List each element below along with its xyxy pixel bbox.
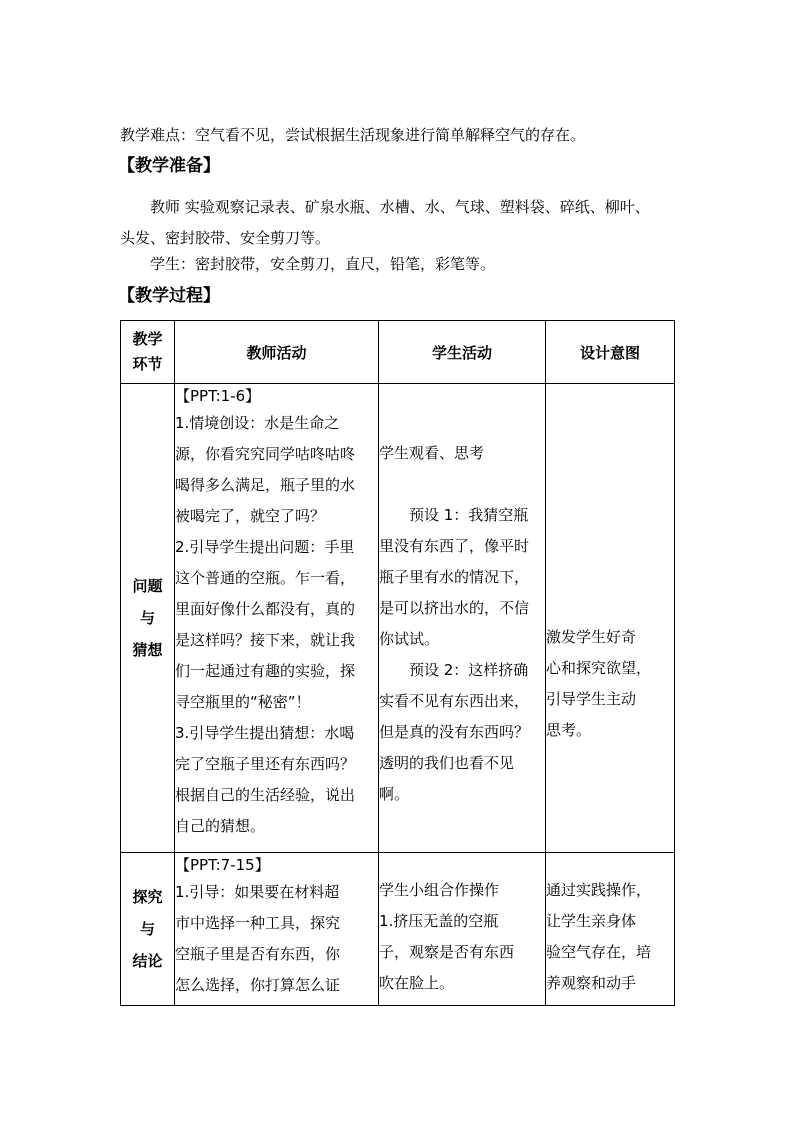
teacher-line: 自己的猜想。	[175, 817, 266, 835]
student-line: 学生小组合作操作	[379, 881, 500, 899]
teacher-line: 3.引导学生提出猜想：水喝	[175, 724, 355, 742]
stage-label: 结论	[132, 952, 163, 970]
student-line: 但是真的没有东西吗？	[379, 723, 530, 741]
teacher-line: 根据自己的生活经验，说出	[175, 786, 356, 804]
header-teacher: 教师活动	[175, 321, 379, 384]
prep-teacher-line1: 教师 实验观察记录表、矿泉水瓶、水槽、水、气球、塑料袋、碎纸、柳叶、	[150, 198, 650, 216]
intent-line: 激发学生好奇	[546, 628, 637, 646]
teacher-line: 2.引导学生提出问题：手里	[175, 538, 355, 556]
teaching-difficulty: 教学难点：空气看不见，尝试根据生活现象进行简单解释空气的存在。	[120, 126, 586, 144]
table-header-row	[121, 321, 675, 384]
student-line: 子，观察是否有东西	[379, 943, 515, 961]
design-intent-cell	[546, 384, 675, 853]
student-line: 预设 2：这样挤确	[409, 661, 529, 679]
teacher-activity-cell	[175, 384, 379, 853]
teacher-line: 寻空瓶里的“秘密”！	[175, 693, 311, 711]
stage-cell	[121, 853, 175, 1006]
teacher-line: 是这样吗？接下来，就让我	[175, 631, 356, 649]
intent-line: 通过实践操作，	[546, 881, 652, 899]
table-row	[121, 384, 675, 853]
teacher-line: 1.引导：如果要在材料超	[175, 883, 340, 901]
student-activity-cell	[379, 384, 546, 853]
prep-teacher-line2: 头发、密封胶带、安全剪刀等。	[120, 229, 331, 247]
intent-line: 让学生亲身体	[546, 912, 637, 930]
teacher-line: 被喝完了，就空了吗？	[175, 507, 326, 525]
process-heading: 【教学过程】	[118, 286, 220, 306]
teacher-line: 怎么选择，你打算怎么证	[175, 976, 341, 994]
header-student: 学生活动	[379, 321, 546, 384]
intent-line: 心和探究欲望，	[546, 659, 652, 677]
teacher-line: 空瓶子里是否有东西，你	[175, 945, 341, 963]
teacher-line: 们一起通过有趣的实验，探	[175, 662, 356, 680]
ppt-range: 【PPT:1-6】	[175, 387, 261, 405]
teacher-line: 完了空瓶子里还有东西吗？	[175, 755, 356, 773]
student-activity-cell	[379, 853, 546, 1006]
intent-line: 思考。	[546, 721, 592, 739]
prep-heading: 【教学准备】	[118, 156, 220, 176]
header-stage	[121, 321, 175, 384]
stage-cell	[121, 384, 175, 853]
ppt-range: 【PPT:7-15】	[175, 856, 270, 874]
student-line: 瓶子里有水的情况下，	[379, 568, 530, 586]
design-intent-cell	[546, 853, 675, 1006]
teacher-line: 喝得多么满足，瓶子里的水	[175, 476, 356, 494]
stage-label: 问题	[132, 577, 163, 595]
teacher-line: 市中选择一种工具，探究	[175, 914, 341, 932]
student-line: 里没有东西了，像平时	[379, 537, 530, 555]
prep-student: 学生：密封胶带，安全剪刀，直尺，铅笔，彩笔等。	[150, 255, 496, 273]
student-line: 是可以挤出水的，不信	[379, 599, 530, 617]
student-line: 你试试。	[379, 630, 440, 648]
student-line: 学生观看、思考	[379, 444, 485, 462]
teacher-line: 里面好像什么都没有，真的	[175, 600, 356, 618]
table-row	[121, 853, 675, 1006]
teacher-line: 源，你看究究同学咕咚咕咚	[175, 445, 356, 463]
teacher-line: 1.情境创设：水是生命之	[175, 414, 340, 432]
stage-label: 与	[139, 920, 155, 938]
teacher-line: 这个普通的空瓶。乍一看，	[175, 569, 356, 587]
header-stage-line2: 环节	[132, 355, 163, 373]
intent-line: 养观察和动手	[546, 974, 637, 992]
header-intent: 设计意图	[546, 321, 675, 384]
student-line: 1.挤压无盖的空瓶	[379, 912, 499, 930]
stage-label: 与	[139, 609, 155, 627]
student-line: 透明的我们也看不见	[379, 754, 515, 772]
intent-line: 验空气存在，培	[546, 943, 652, 961]
student-line: 实看不见有东西出来，	[379, 692, 530, 710]
intent-line: 引导学生主动	[546, 690, 637, 708]
header-stage-line1: 教学	[132, 330, 163, 348]
teaching-process-table	[120, 320, 675, 1006]
student-line: 吹在脸上。	[379, 974, 455, 992]
stage-label: 探究	[132, 888, 163, 906]
student-line: 啊。	[379, 785, 410, 803]
teacher-activity-cell	[175, 853, 379, 1006]
student-line: 预设 1：我猜空瓶	[409, 506, 529, 524]
stage-label: 猜想	[132, 641, 163, 659]
